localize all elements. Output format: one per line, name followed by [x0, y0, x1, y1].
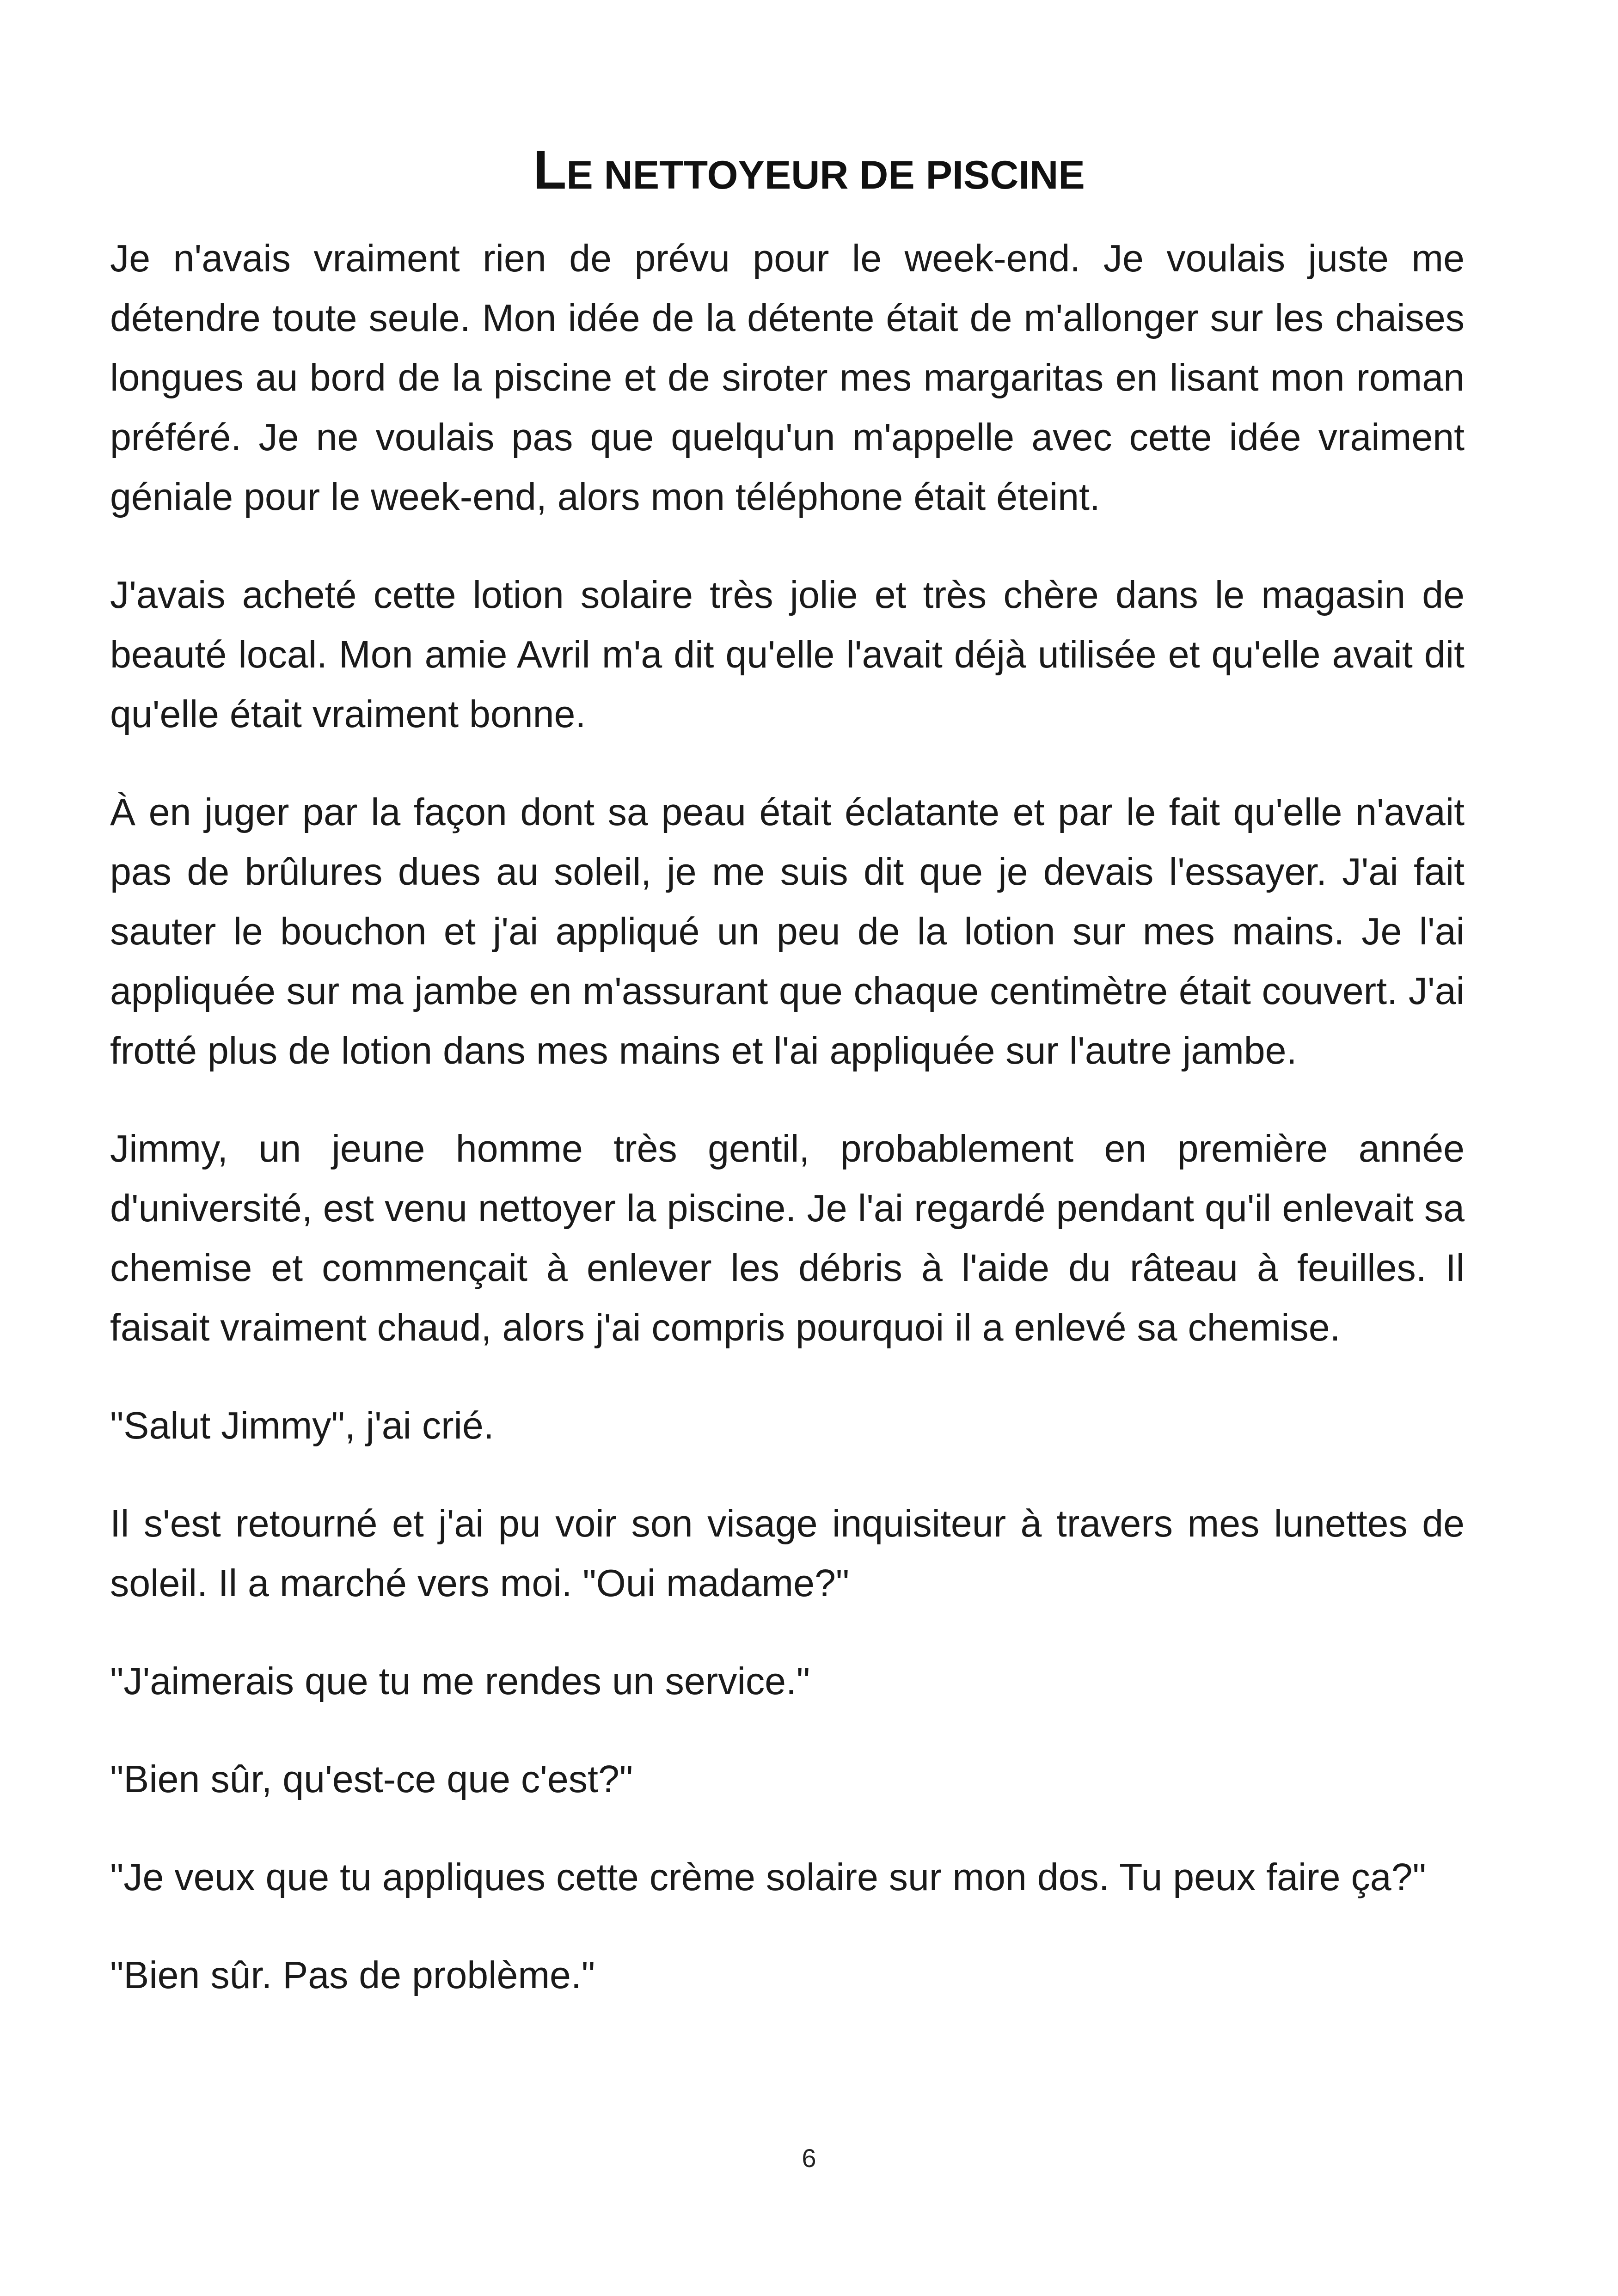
paragraph: J'avais acheté cette lotion solaire très jolie et très chère dans le magasin de beauté local. Mon amie Avril m'a dit qu'elle l'avait déjà utilisée et qu'elle avait dit qu'elle était vraiment bonne.	[110, 574, 1465, 735]
paragraph: À en juger par la façon dont sa peau était éclatante et par le fait qu'elle n'avait pas de brûlures dues au soleil, je me suis dit que je devais l'essayer. J'ai fait sauter le bouchon et j'ai appliqué un peu de la lotion sur mes mains. Je l'ai appliquée sur ma jambe en m'assurant que chaque centimètre était couvert. J'ai frotté plus de lotion dans mes mains et l'ai appliquée sur l'autre jambe.	[110, 791, 1465, 1072]
chapter-title	[0, 139, 1618, 201]
paragraph: "Je veux que tu appliques cette crème solaire sur mon dos. Tu peux faire ça?"	[110, 1856, 1426, 1898]
paragraph: "J'aimerais que tu me rendes un service."	[110, 1660, 810, 1702]
paragraph: Jimmy, un jeune homme très gentil, probablement en première année d'université, est venu nettoyer la piscine. Je l'ai regardé pendant qu'il enlevait sa chemise et commençait à enlever les débris à l'aide du râteau à feuilles. Il faisait vraiment chaud, alors j'ai compris pourquoi il a enlevé sa chemise.	[110, 1127, 1465, 1349]
paragraph: Je n'avais vraiment rien de prévu pour le week-end. Je voulais juste me détendre toute seule. Mon idée de la détente était de m'allonger sur les chaises longues au bord de la piscine et de siroter mes margaritas en lisant mon roman préféré. Je ne voulais pas que quelqu'un m'appelle avec cette idée vraiment géniale pour le week-end, alors mon téléphone était éteint.	[110, 237, 1465, 518]
body-text	[110, 229, 1465, 2044]
title-initial: L	[533, 139, 567, 201]
paragraph: "Bien sûr. Pas de problème."	[110, 1954, 595, 1996]
page-number: 6	[802, 2143, 816, 2173]
title-rest: E NETTOYEUR DE PISCINE	[566, 153, 1085, 197]
paragraph: "Salut Jimmy", j'ai crié.	[110, 1404, 494, 1447]
paragraph: "Bien sûr, qu'est-ce que c'est?"	[110, 1758, 633, 1800]
paragraph: Il s'est retourné et j'ai pu voir son visage inquisiteur à travers mes lunettes de soleil. Il a marché vers moi. "Oui madame?"	[110, 1502, 1465, 1604]
